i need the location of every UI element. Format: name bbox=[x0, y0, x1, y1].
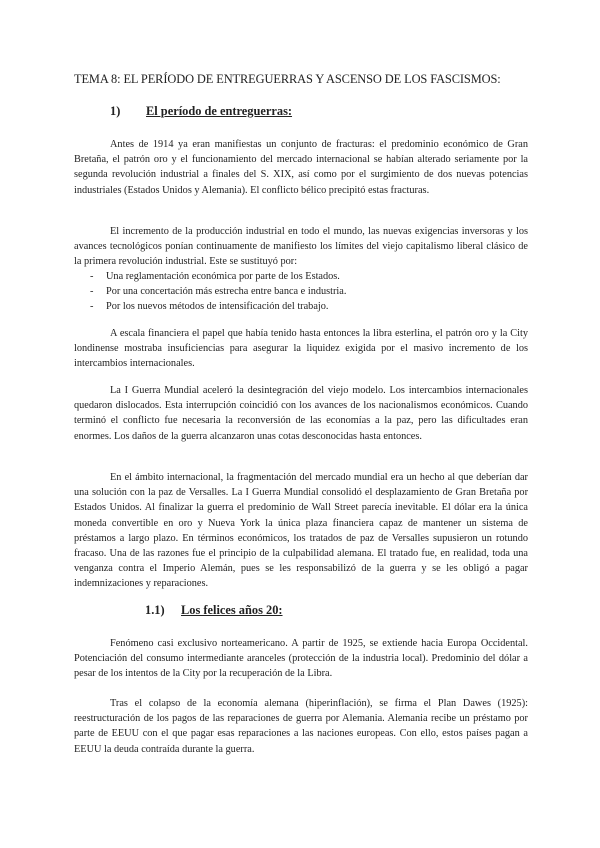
paragraph: Antes de 1914 ya eran manifiestas un conjunto de fracturas: el predominio económico de Gran Bretaña, el patrón oro y el funcionamiento del mercado internacional se habían alterado seriamente por la segunda revolución industrial a finales del S. XIX, así como por el surgimiento de dos nuevas potencias industriales (Estados Unidos y Alemania). El conflicto bélico precipitó estas fracturas. bbox=[74, 139, 528, 196]
section-number: 1.1) bbox=[145, 603, 165, 617]
section-title: El período de entreguerras: bbox=[146, 104, 293, 118]
section-title: Los felices años 20: bbox=[181, 603, 283, 617]
section-heading-1 bbox=[110, 104, 293, 119]
paragraph: Fenómeno casi exclusivo norteamericano. A partir de 1925, se extiende hacia Europa Occidental. Potenciación del consumo intermediante aranceles (protección de la industria local). Predominio del dólar a pesar de los intentos de la City por la recuperación de la Libra. bbox=[74, 638, 528, 680]
section-heading-1-1 bbox=[145, 603, 283, 618]
paragraph: Tras el colapso de la economía alemana (hiperinflación), se firma el Plan Dawes (1925): reestructuración de los pagos de las reparaciones de guerra por Alemania. Alemania recibe un préstamo por parte de EEUU con el que pagar esas reparaciones a las naciones europeas. Con ello, estos países pagan a EEUU la deuda contraída durante la guerra. bbox=[74, 698, 528, 755]
paragraph: En el ámbito internacional, la fragmentación del mercado mundial era un hecho al que deberían dar una solución con la paz de Versalles. La I Guerra Mundial consolidó el desplazamiento de Gran Bretaña por Estados Unidos. Al finalizar la guerra el predominio de Wall Street parecía inevitable. El dólar era la única moneda convertible en oro y Nueva York la única plaza financiera capaz de mantener un sistema de préstamos a largo plazo. En términos económicos, los tratados de paz de Versalles supusieron un rotundo fracaso. Una de las razones fue el principio de la culpabilidad alemana. El tratado fue, en realidad, toda una venganza contra el Imperio Alemán, pues se les responsabilizó de la guerra y se les obligó a pagar indemnizaciones y reparaciones. bbox=[74, 472, 528, 590]
list-item: - Una reglamentación económica por parte de los Estados. bbox=[90, 271, 340, 282]
section-number: 1) bbox=[110, 104, 121, 118]
paragraph: A escala financiera el papel que había tenido hasta entonces la libra esterlina, el patrón oro y la City londinense mostraba insuficiencias para asegurar la liquidez exigida por el masivo incremento de los intercambios internacionales. bbox=[74, 328, 528, 370]
list-item: - Por los nuevos métodos de intensificación del trabajo. bbox=[90, 301, 329, 313]
bullet-list bbox=[74, 269, 528, 315]
document-title: TEMA 8: EL PERÍODO DE ENTREGUERRAS Y ASCENSO DE LOS FASCISMOS: bbox=[74, 72, 501, 86]
paragraph: La I Guerra Mundial aceleró la desintegración del viejo modelo. Los intercambios internacionales quedaron dislocados. Esta interrupción coincidió con los avances de los nacionalismos económicos. Cuando terminó el conflicto fue necesaria la reconversión de las economías a la paz, pero las dificultades eran enormes. Los daños de la guerra alcanzaron unas cotas desconocidas hasta entonces. bbox=[74, 385, 528, 442]
list-item: - Por una concertación más estrecha entre banca e industria. bbox=[90, 286, 347, 298]
paragraph: El incremento de la producción industrial en todo el mundo, las nuevas exigencias inversoras y los avances tecnológicos ponían continuamente de manifiesto los límites del viejo capitalismo liberal clásico de la primera revolución industrial. Este se sustituyó por: bbox=[74, 226, 528, 268]
